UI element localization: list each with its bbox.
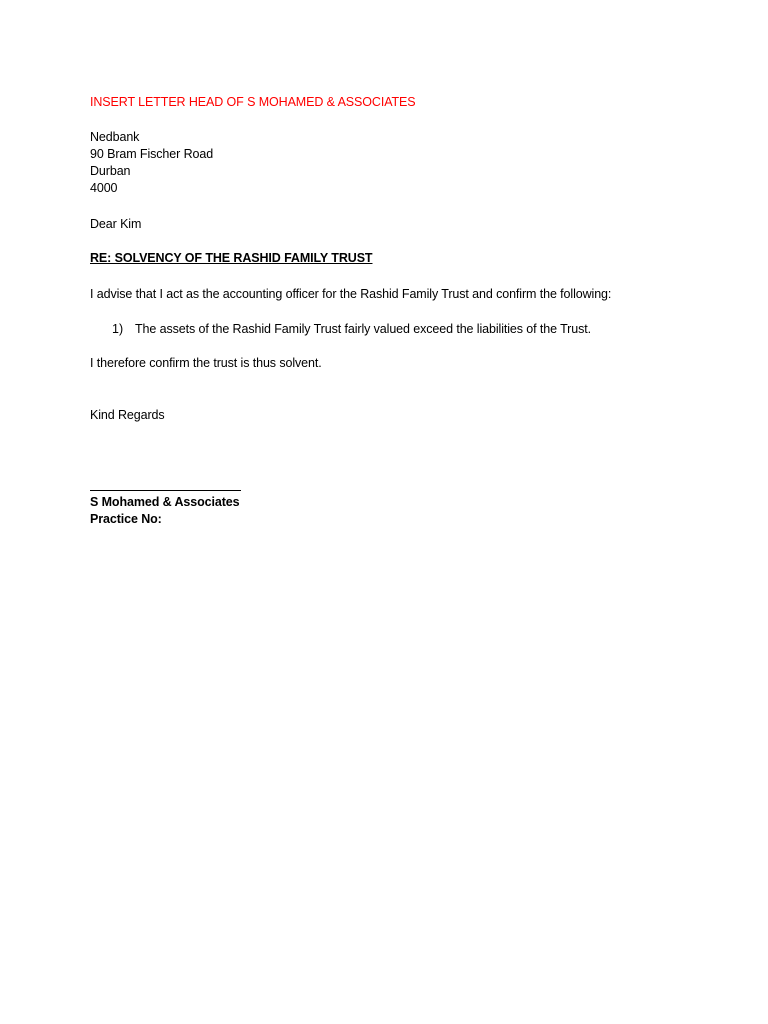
practice-number-label: Practice No: — [90, 512, 162, 526]
intro-paragraph: I advise that I act as the accounting officer for the Rashid Family Trust and confirm the following: — [90, 287, 612, 301]
list-item-text: The assets of the Rashid Family Trust fairly valued exceed the liabilities of the Trust. — [135, 322, 591, 336]
recipient-street: 90 Bram Fischer Road — [90, 147, 214, 161]
conclusion-paragraph: I therefore confirm the trust is thus solvent. — [90, 356, 322, 370]
closing: Kind Regards — [90, 408, 165, 422]
recipient-postal-code: 4000 — [90, 181, 118, 195]
list-item-number: 1) — [112, 322, 124, 336]
signature-line — [90, 490, 241, 491]
recipient-city: Durban — [90, 164, 131, 178]
subject-line: RE: SOLVENCY OF THE RASHID FAMILY TRUST — [90, 251, 373, 265]
signature-firm: S Mohamed & Associates — [90, 495, 240, 509]
recipient-name: Nedbank — [90, 130, 140, 144]
letterhead-placeholder: INSERT LETTER HEAD OF S MOHAMED & ASSOCIATES — [90, 95, 416, 109]
salutation: Dear Kim — [90, 217, 142, 231]
